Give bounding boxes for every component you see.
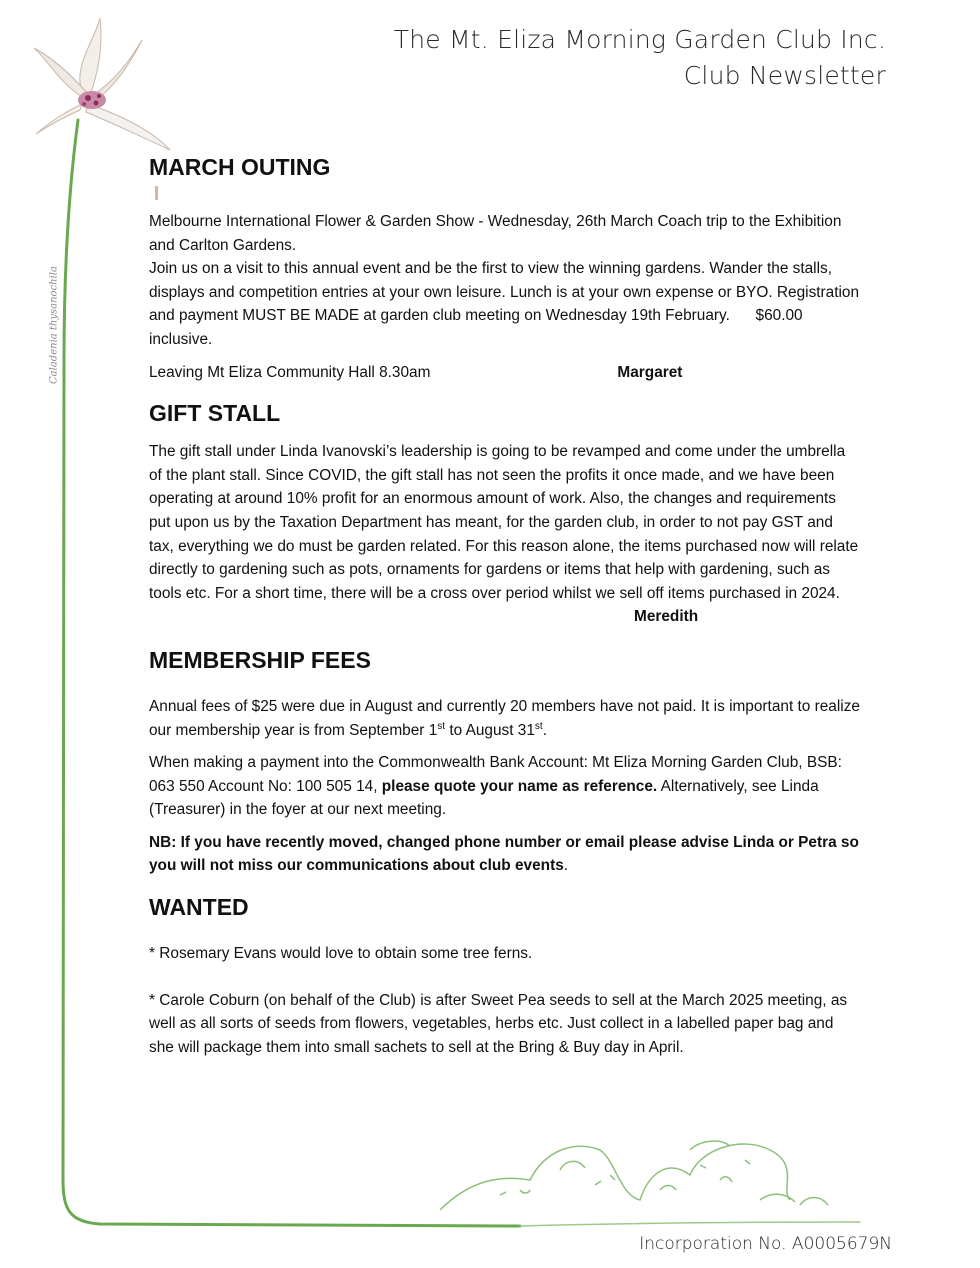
orchid-flower: [34, 18, 170, 150]
nb-notice-end: .: [563, 857, 569, 875]
botanical-label-text: Caladenia thysanochila: [48, 266, 60, 384]
payment-details: When making a payment into the Commonwealth Bank Account: Mt Eliza Morning Garden Club, BSB: 063 550 Account No: 100 505 14,: [149, 754, 842, 795]
payment-reference-note: please quote your name as reference.: [381, 777, 658, 795]
section-mark: [155, 186, 158, 200]
superscript-st: st: [437, 720, 446, 732]
gift-paragraph: The gift stall under Linda Ivanovski’s leadership is going to be revamped and come under the umbrella of the plant stall. Since COVID, the gift stall has not seen the profits it once made, and we have been operating at around 10% profit for an enormous amount of work. Also, the changes and requirements put upon us by the Taxation Department has meant, for the garden club, in order to not pay GST and tax, everything we do must be garden related. For this reason alone, the items purchased now will relate directly to gardening such as pots, ornaments for gardens or items that help with gardening, such as tools etc. For a short time, there will be a cross over period whilst we sell off items purchased in 2024.: [149, 443, 859, 602]
garden-sketch: [440, 1141, 828, 1210]
incorporation-number: Incorporation No. A0005679N: [639, 1234, 892, 1254]
march-outing-section: [149, 150, 861, 384]
club-name: The Mt. Eliza Morning Garden Club Inc.: [393, 25, 886, 54]
membership-text-b: to August 31: [445, 721, 535, 739]
membership-text-c: .: [542, 721, 547, 739]
membership-paragraph-1: [149, 695, 861, 742]
section-title-gift: GIFT STALL: [149, 400, 281, 427]
membership-paragraph-2: [149, 751, 861, 822]
membership-nb: [149, 831, 861, 878]
newsletter-body: [149, 150, 861, 1059]
nb-notice: NB: If you have recently moved, changed phone number or email please advise Linda or Petra so you will not miss our communications about club events: [149, 833, 859, 875]
gift-signature: Meredith: [634, 608, 699, 626]
march-leaving: Leaving Mt Eliza Community Hall 8.30am: [149, 363, 431, 381]
march-paragraph-1: Melbourne International Flower & Garden Show - Wednesday, 26th March Coach trip to the Exhibition and Carlton Gardens.: [149, 213, 842, 254]
wanted-item-2: * Carole Coburn (on behalf of the Club) is after Sweet Pea seeds to sell at the March 2025 meeting, as well as all sorts of seeds from flowers, vegetables, herbs etc. Just collect in a labelled paper bag and she will package them into small sachets to sell at the Bring & Buy day in April.: [149, 991, 848, 1056]
section-title-march: MARCH OUTING: [149, 154, 331, 180]
march-signature: Margaret: [617, 363, 683, 381]
payment-alternative: Alternatively, see Linda (Treasurer) in the foyer at our next meeting.: [149, 777, 819, 819]
march-price: $60.00 inclusive.: [149, 307, 803, 348]
wanted-section: [149, 890, 861, 1059]
newsletter-title: Club Newsletter: [683, 61, 886, 90]
gift-stall-section: [149, 396, 861, 629]
botanical-label: [44, 250, 64, 400]
superscript-st: st: [534, 720, 543, 732]
newsletter-header: [394, 22, 886, 94]
section-title-membership: MEMBERSHIP FEES: [149, 646, 371, 673]
march-details: Join us on a visit to this annual event and be the first to view the winning gardens. Wander the stalls, displays and competition entries at your own leisure. Lunch is at your own expense or BYO. Registration and payment MUST BE MADE at garden club meeting on Wednesday 19th February.: [149, 260, 860, 325]
membership-text-a: Annual fees of $25 were due in August and currently 20 members have not paid. It is important to realize our membership year is from September 1: [149, 697, 860, 739]
membership-section: [149, 643, 861, 878]
section-title-wanted: WANTED: [149, 894, 249, 921]
march-leaving-line: [149, 361, 861, 385]
march-paragraph-2: [149, 257, 861, 351]
wanted-item-1: * Rosemary Evans would love to obtain some tree ferns.: [149, 945, 533, 963]
